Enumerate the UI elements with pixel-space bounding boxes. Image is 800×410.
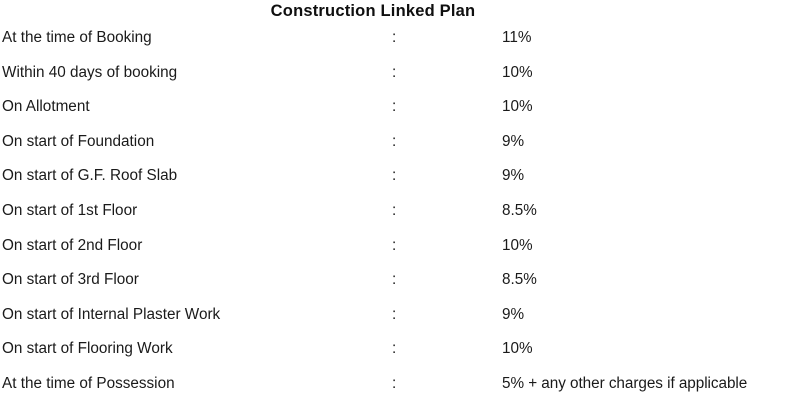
colon-separator: :	[392, 340, 397, 358]
colon-separator: :	[392, 305, 397, 323]
milestone-amount: 9%	[502, 305, 525, 323]
colon-separator: :	[392, 271, 397, 289]
milestone-amount: 11%	[502, 29, 532, 46]
milestone-amount: 8.5%	[502, 271, 537, 289]
colon-separator: :	[392, 236, 397, 254]
milestone-label: At the time of Possession	[2, 374, 175, 392]
milestone-amount: 10%	[502, 98, 533, 116]
milestone-label: On start of Internal Plaster Work	[2, 305, 221, 323]
milestone-amount: 8.5%	[502, 201, 537, 219]
list-item	[0, 237, 800, 272]
payment-schedule-list	[0, 29, 800, 410]
colon-separator: :	[392, 167, 397, 185]
milestone-amount: 9%	[502, 132, 525, 150]
milestone-label: At the time of Booking	[2, 29, 152, 46]
list-item	[0, 271, 800, 306]
list-item	[0, 375, 800, 410]
list-item	[0, 202, 800, 237]
milestone-label: Within 40 days of booking	[2, 63, 178, 81]
colon-separator: :	[392, 132, 397, 150]
milestone-label: On start of Foundation	[2, 132, 155, 150]
list-item	[0, 306, 800, 341]
milestone-label: On start of 3rd Floor	[2, 271, 139, 289]
milestone-amount: 10%	[502, 236, 533, 254]
colon-separator: :	[392, 374, 397, 392]
list-item	[0, 98, 800, 133]
milestone-label: On start of 1st Floor	[2, 201, 138, 219]
list-item	[0, 64, 800, 99]
list-item	[0, 340, 800, 375]
list-item	[0, 29, 800, 64]
colon-separator: :	[392, 98, 397, 116]
milestone-amount: 9%	[502, 167, 525, 185]
milestone-amount: 10%	[502, 340, 533, 358]
milestone-label: On start of 2nd Floor	[2, 236, 143, 254]
milestone-amount: 10%	[502, 63, 533, 81]
colon-separator: :	[392, 29, 397, 46]
list-item	[0, 133, 800, 168]
milestone-label: On start of Flooring Work	[2, 340, 173, 358]
list-item	[0, 167, 800, 202]
colon-separator: :	[392, 201, 397, 219]
milestone-label: On Allotment	[2, 98, 90, 116]
colon-separator: :	[392, 63, 397, 81]
page-title: Construction Linked Plan	[270, 2, 476, 20]
milestone-amount: 5% + any other charges if applicable	[502, 374, 748, 392]
milestone-label: On start of G.F. Roof Slab	[2, 167, 178, 185]
